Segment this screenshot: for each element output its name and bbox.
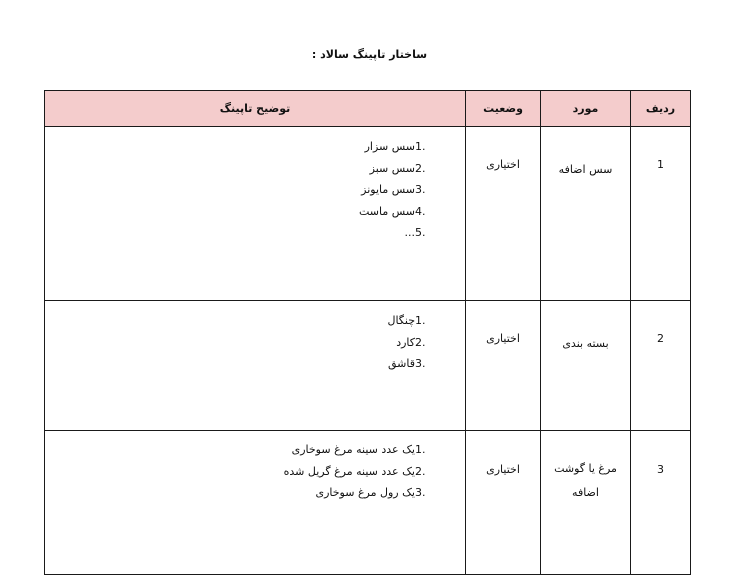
item-name: سس اضافه	[558, 163, 613, 176]
option-list	[45, 127, 465, 244]
row-number: 2	[657, 332, 664, 345]
option-text: سس سزار	[364, 140, 415, 153]
item-cell	[541, 431, 631, 575]
option-text: چنگال	[387, 314, 415, 327]
list-number: 1.	[415, 443, 426, 456]
list-number: 4.	[415, 204, 426, 218]
item-cell	[541, 301, 631, 431]
row-number-cell	[631, 431, 691, 575]
list-number: 3.	[415, 357, 426, 370]
status-value: اختیاری	[486, 463, 520, 476]
list-item	[45, 158, 441, 180]
list-number: 2.	[415, 161, 426, 175]
option-text: سس سبز	[369, 161, 415, 175]
option-text: کارد	[396, 335, 415, 349]
table-row	[45, 127, 691, 301]
option-text: یک عدد سینه مرغ گریل شده	[283, 464, 415, 478]
option-text: سس ماست	[359, 204, 415, 218]
status-value: اختیاری	[486, 332, 520, 345]
item-cell	[541, 127, 631, 301]
list-number: 3.	[415, 183, 426, 196]
row-number: 3	[657, 463, 664, 476]
status-cell	[466, 431, 541, 575]
topping-structure-table	[44, 90, 691, 575]
list-item	[45, 482, 441, 504]
list-number: 2.	[415, 335, 426, 349]
list-item	[45, 310, 441, 332]
status-cell	[466, 301, 541, 431]
list-number: 2.	[415, 464, 426, 478]
header-status: وضعیت	[466, 91, 541, 127]
option-text: یک عدد سینه مرغ سوخاری	[291, 443, 415, 456]
list-item	[45, 201, 441, 223]
option-text: قاشق	[387, 357, 415, 370]
option-list	[45, 301, 465, 375]
option-text: ...	[404, 226, 415, 239]
list-number: 1.	[415, 140, 426, 153]
description-cell	[45, 301, 466, 431]
list-number: 3.	[415, 486, 426, 499]
header-item: مورد	[541, 91, 631, 127]
list-item	[45, 222, 441, 244]
description-cell	[45, 127, 466, 301]
list-item	[45, 179, 441, 201]
status-cell	[466, 127, 541, 301]
item-name: بسته بندی	[562, 337, 609, 350]
row-number: 1	[657, 158, 664, 171]
option-list	[45, 431, 465, 504]
table-header-row	[45, 91, 691, 127]
row-number-cell	[631, 127, 691, 301]
list-item	[45, 353, 441, 375]
list-number: 1.	[415, 314, 426, 327]
description-cell	[45, 431, 466, 575]
list-item	[45, 439, 441, 461]
table-row	[45, 301, 691, 431]
row-number-cell	[631, 301, 691, 431]
list-item	[45, 332, 441, 354]
document-title: ساختار تاپینگ سالاد :	[311, 48, 428, 61]
option-text: یک رول مرغ سوخاری	[315, 486, 415, 499]
header-description: توضیح تاپینگ	[45, 91, 466, 127]
table-row	[45, 431, 691, 575]
list-item	[45, 461, 441, 483]
list-number: 5.	[415, 226, 426, 239]
list-item	[45, 136, 441, 158]
header-row-number: ردیف	[631, 91, 691, 127]
item-name: مرغ یا گوشت اضافه	[554, 462, 617, 499]
status-value: اختیاری	[486, 158, 520, 171]
option-text: سس مایونز	[361, 183, 415, 196]
